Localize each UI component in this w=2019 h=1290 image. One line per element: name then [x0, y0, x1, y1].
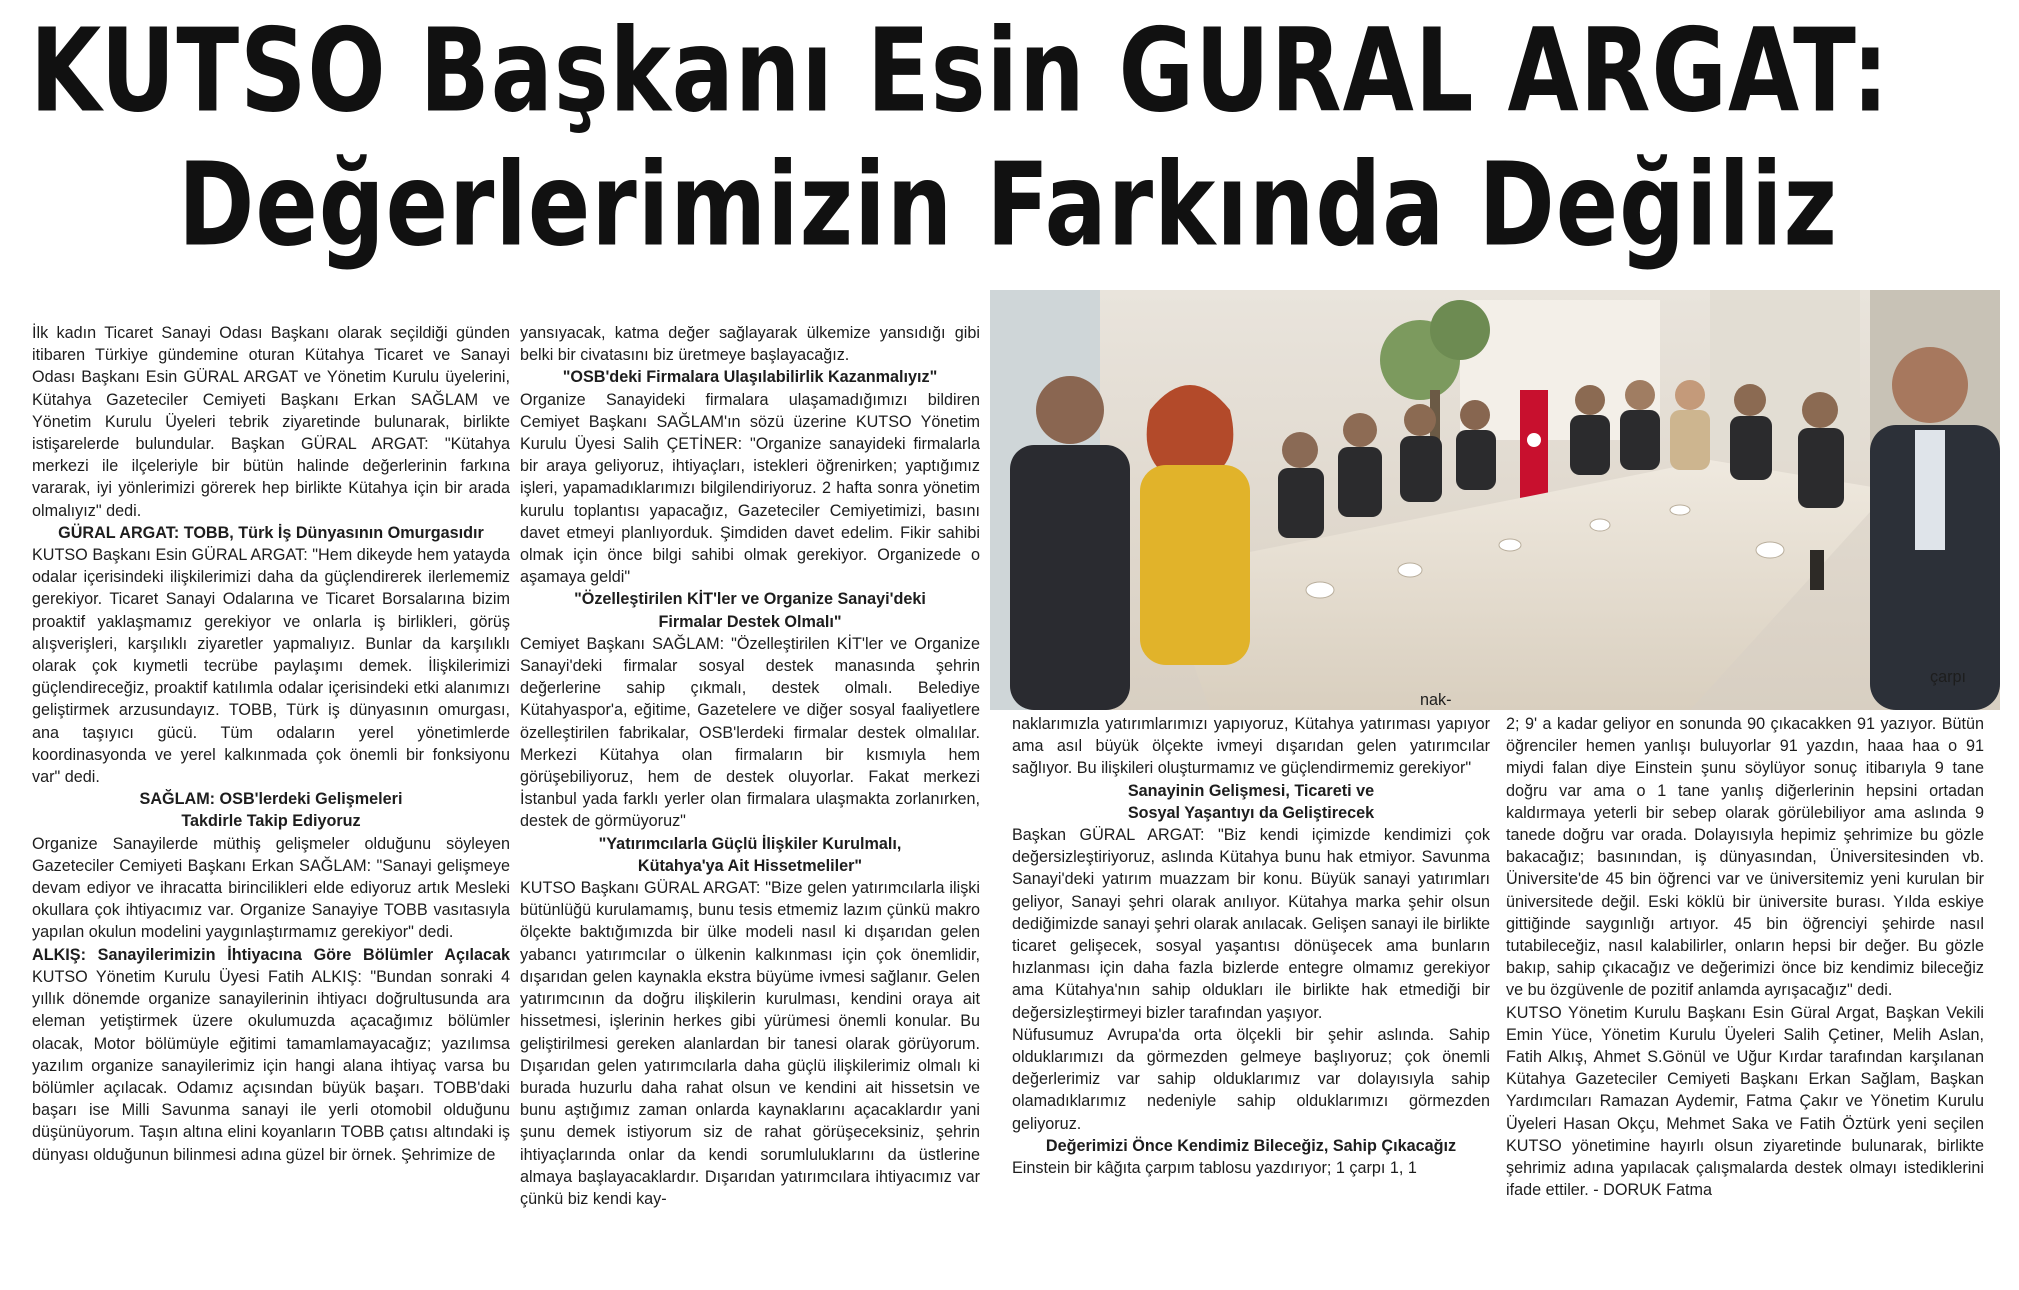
article-column-4 — [1506, 713, 1984, 1283]
paragraph: Başkan GÜRAL ARGAT: "Biz kendi içimizde kendimizi çok değersizleştiriyoruz, aslında Kütahya bunu hak etmiyor. Savunma Sanayi'deki yatırım muazzam bir konu. Büyük sanayi yatırımları geliyor, Sanayi şehri olarak anılıyor. Kütahya marka şehir olsun dediğimizde sanayi şehri olarak anılacak. Gelişen sanayi ile birlikte ticaret gelişecek, sosyal yaşantısı dönüşecek ama bunların hızlanması için daha fazla bizlerde entegre olmamız gerekiyor ama Kütahya'nın sahip oldukları ile birlikte hak etmediği bir değersizleştirmeyi bizler tarafından yaşıyor. — [1012, 826, 1490, 1022]
subheading: Firmalar Destek Olmalı" — [658, 612, 842, 631]
subheading: Sosyal Yaşantıyı da Geliştirecek — [1127, 803, 1375, 822]
subheading: SAĞLAM: OSB'lerdeki Gelişmeleri — [139, 790, 403, 809]
paragraph: Einstein bir kâğıta çarpım tablosu yazdırıyor; 1 çarpı 1, 1 — [1012, 1159, 1417, 1178]
subheading: GÜRAL ARGAT: TOBB, Türk İş Dünyasının Omurgasıdır — [58, 523, 484, 542]
paragraph: KUTSO Yönetim Kurulu Başkanı Esin Güral Argat, Başkan Vekili Emin Yüce, Yönetim Kurulu Üyeleri Salih Çetiner, Melih Aslan, Fatih Alkış, Ahmet S.Gönül ve Uğur Kırdar tarafından karşılanan Kütahya Gazeteciler Cemiyeti Başkanı Erkan Sağlam, Başkan Yardımcıları Ramazan Aydemir, Fatma Çakır ve Yönetim Kurulu Üyeleri Hasan Okçu, Mehmet Saka ve Fatih Öztürk yeni seçilen KUTSO yönetimine hayırlı olsun ziyaretinde bulunarak, birlikte şehrimiz adına yapılacak çalışmalarda destek olmayı istediklerini ifade ettiler. - DORUK Fatma — [1506, 1003, 1984, 1200]
paragraph: yansıyacak, katma değer sağlayarak ülkemize yansıdığı gibi belki bir civatasını biz üretmeye başlayacağız. — [520, 324, 980, 365]
paragraph: KUTSO Başkanı Esin GÜRAL ARGAT: "Hem dikeyde hem yatayda odalar içerisindeki ilişkilerimizi daha da güçlendirerek ilerlememiz gerekiyor. Ticaret Sanayi Odalarına ve Ticaret Borsalarına bizim proaktif yaklaşmamız gerekiyor ve onlarla iş birlikleri, görüş alışverişleri, karşılıklı ziyaretler yapmalıyız. Bunlar da karşılıklı olarak çok kıymetli tecrübe paylaşımı demek. İlişkilerimizi güçlendireceğiz, proaktif katılımla odalar içerisindeki etki alanımızı geliştirmek arzusundayız. TOBB, Türk iş dünyasının omurgası, ana taşıyıcı gücü. Tüm odaların yerel yönetimlerde koordinasyonda ve yerel kalkınmada çok önemli bir fonksiyonu var" dedi. — [32, 546, 510, 787]
subheading: "Özelleştirilen KİT'ler ve Organize Sanayi'deki — [574, 590, 926, 609]
subheading: "Yatırımcılarla Güçlü İlişkiler Kurulmalı, — [598, 834, 902, 853]
subheading: Kütahya'ya Ait Hissetmeliler" — [637, 856, 863, 875]
continuation-fragment: çarpı — [1930, 668, 1966, 686]
headline-line-2: Değerlerimizin Farkında Değiliz — [178, 138, 1839, 272]
paragraph: Cemiyet Başkanı SAĞLAM: "Özelleştirilen KİT'ler ve Organize Sanayi'deki firmalar sosyal destek manasında şehrin değerlerine sahip çıkmalı, destek olmalı. Belediye Kütahyaspor'a, eğitime, Gazetelere ve diğer sosyal faaliyetlere özelleştirilen fabrikalar, OSB'lerdeki firmalar destek olmalılar. Merkezi Kütahya olan firmaların bir kısmıyla hem görüşebiliyoruz, hem de destek oluyorlar. Fakat merkezi İstanbul yada farklı yerler olan firmalara ulaşmakta zorlanırken, destek de görmüyoruz" — [520, 634, 980, 831]
article-column-2 — [520, 322, 980, 1282]
subheading: Takdirle Takip Ediyoruz — [181, 812, 361, 831]
paragraph: Nüfusumuz Avrupa'da orta ölçekli bir şehir aslında. Sahip olduklarımızı da görmezden gelmeye başlıyoruz; çok önemli değerlerimiz var sahip olduklarımız var dolayısıyla sahip olamadıklarımız nedeniyle sahip olduklarımızı görmezden geliyoruz. — [1012, 1025, 1490, 1133]
subheading: "OSB'deki Firmalara Ulaşılabilirlik Kazanmalıyız" — [562, 368, 938, 387]
paragraph: Organize Sanayilerde müthiş gelişmeler olduğunu söyleyen Gazeteciler Cemiyeti Başkanı Erkan SAĞLAM: "Sanayi gelişmeye devam ediyor ve ihracatta birincilikleri elde ediyoruz artık Mesleki okullara çok ihtiyacımız var. Organize Sanayiye TOBB vasıtasıyla yapılan okulun modelini yaygınlaştırmamız gerekiyor" dedi. — [32, 834, 510, 942]
paragraph: KUTSO Başkanı GÜRAL ARGAT: "Bize gelen yatırımcılarla ilişki bütünlüğü kurulamamış, bunu tesis etmemiz lazım çünkü makro ölçekte baktığımızda bir ülke modeli nasıl ki dışarıdan gelen yabancı yatırımcılar o ülkenin kalkınması için çok önemlidir, dışarıdan gelen kaynakla ekstra büyüme ivmesi sağlanır. Gelen yatırımcının da doğru ilişkilerin kurulması, kendini oraya ait hissetmesi, işlerinin herkes gibi yürümesi önemli konular. Bu geliştirilmesi gereken alanlardan bir tanesi olarak görüyorum. Dışarıdan gelen yatırımcılarla daha güçlü ilişkilerimiz olmalı ki burada huzurlu daha rahat olsun ve kendini ait hissetsin ve bunu aştığımız zaman onlarda kaynaklarını açacaklardır yani şunu demek istiyorum siz de rahat görüşeceksiniz, şehrin ihtiyaçlarında onlar da kendi sorumluluklarını da üstlerine almaya başlayacaklardır. Dışarıdan yatırımcılara ihtiyacımız var çünkü biz kendi kay- — [520, 879, 980, 1208]
paragraph: Organize Sanayideki firmalara ulaşamadığımızı bildiren Cemiyet Başkanı SAĞLAM'ın sözü üzerine KUTSO Yönetim Kurulu Üyesi Salih ÇETİNER: "Organize sanayideki firmalarla bir araya geliyoruz, ihtiyaçları, istekleri öğrenirken; yaptığımız işleri, yapamadıklarımızı bilgilendiriyoruz. 2 hafta sonra yönetim kurulu toplantısı yapacağız, Gazeteciler Cemiyetimizi, basını davet etmeyi planlıyorduk. Şimdiden davet edelim. Fikir sahibi olmak için önce bilgi sahibi olmak gerekiyor. Organizede o aşamaya geldi" — [520, 390, 980, 587]
subheading: Değerimizi Önce Kendimiz Bileceğiz, Sahip Çıkacağız — [1045, 1136, 1457, 1155]
paragraph: 2; 9' a kadar geliyor en sonunda 90 çıkacakken 91 yazıyor. Bütün öğrenciler hemen yanlışı buluyorlar 91 yazdın, haaa haa o 91 miydi falan diye Einstein şunu söylüyor sonuç itibarıyla 9 tane doğru var ama o 1 tane yanlış diğerlerinin hepsini ortadan kaldırmaya yeterli bir sebep olarak görülebiliyor ama aslında 9 tanede doğru var orada. Dolayısıyla hepimiz şehrimize bu gözle bakacağız; basınından, iş dünyasından, Üniversitesinden vb. Üniversite'de 45 bin öğrenci var ve üniversitemiz yeni kurulan bir üniversitede değil. Eski köklü bir üniversite burası. Yılda eskiye gittiğinde saygınlığı artıyor. 45 bin öğrenciyi şehirde nasıl tutabileceğiz, nasıl kalabilirler, onların hepsi bir değer. Bu gözle bakıp, sahip çıkacağız ve değerimizi önce biz kendimiz bileceğiz ve bu özgüvenle de pozitif anlamda ayrışacağız" dedi. — [1506, 715, 1984, 1000]
article-column-1 — [32, 322, 510, 1282]
meeting-photo-illustration — [990, 290, 2000, 710]
paragraph: İlk kadın Ticaret Sanayi Odası Başkanı olarak seçildiği günden itibaren Türkiye gündemine oturan Kütahya Ticaret ve Sanayi Odası Başkanı Esin GÜRAL ARGAT ve Yönetim Kurulu üyelerini, Kütahya Gazeteciler Cemiyeti Başkanı Erkan SAĞLAM ve Yönetim Kurulu Üyeleri tebrik ziyaretinde bulunarak, birlikte istişarelerde bulundular. Başkan GÜRAL ARGAT: "Kütahya merkezi ile ilçeleriyle bir bütün halinde değerlerinin farkına vararak, iyi yönlerimizi görerek hep birlikte Kütahya için bir arada olmalıyız" dedi. — [32, 324, 510, 520]
meeting-photo — [990, 290, 2000, 710]
headline-line-1: KUTSO Başkanı Esin GURAL ARGAT: — [30, 4, 1890, 138]
continuation-fragment: nak- — [1420, 691, 1452, 709]
article-column-3 — [1012, 713, 1490, 1283]
paragraph-text: KUTSO Yönetim Kurulu Üyesi Fatih ALKIŞ: "Bundan sonraki 4 yıllık dönemde organize sanayilerinin ihtiyacı doğrultusunda ara eleman yetiştirmek üzere okulumuzda açacağımız bölümler olacak, Motor bölümüyle eğitimi tamamlamayacağız; yazılımsa yazılım organize sanayilerimiz için hangi alana ihtiyaç varsa bu bölümler açılacak. Odamız açısından büyük başarı. TOBB'daki başarı ise Milli Savunma sanayi ile yerli otomobil olduğunu düşünüyorum. Taşın altına elini koyanların TOBB çatısı altındaki iş dünyası olduğunun bilinmesi adına güzel bir örnek. Şehrimize de — [32, 967, 510, 1164]
subheading: Sanayinin Gelişmesi, Ticareti ve — [1127, 781, 1375, 800]
paragraph: naklarımızla yatırımlarımızı yapıyoruz, Kütahya yatırıması yapıyor ama asıl büyük ölçekte ivmeyi dışarıdan gelen yatırımcılar sağlıyor. Bu ilişkileri oluşturmamız ve güçlendirmemiz gerekiyor" — [1012, 715, 1490, 778]
paragraph — [32, 944, 510, 1166]
paragraph-lead: ALKIŞ: Sanayilerimizin İhtiyacına Göre Bölümler Açılacak — [32, 945, 510, 964]
